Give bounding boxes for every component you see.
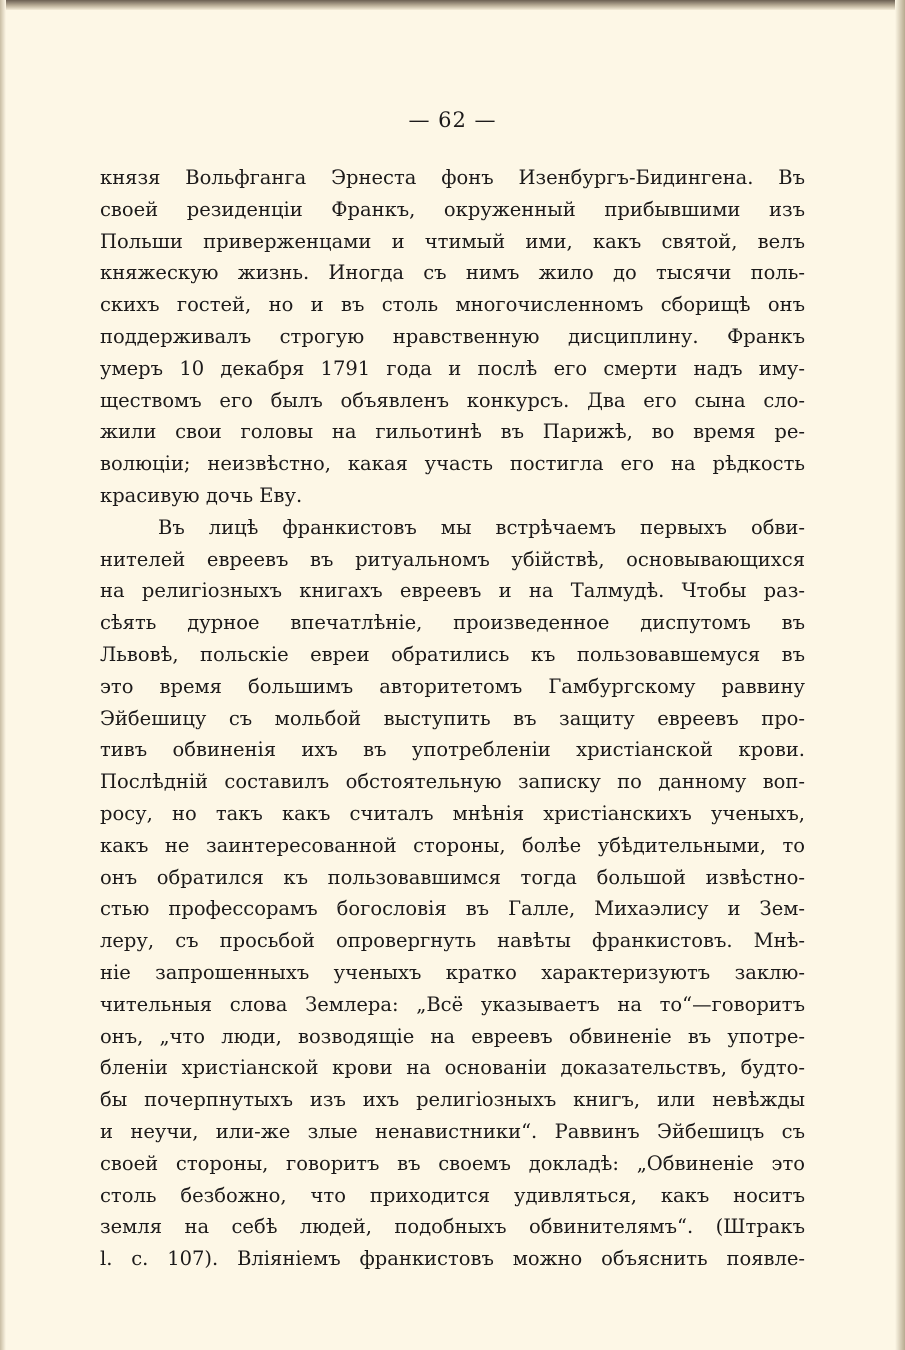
text-line: леру, съ просьбой опровергнуть навѣты франкистовъ. Мнѣ- [100,929,805,953]
text-line: Послѣднiй составилъ обстоятельную записку по данному воп- [100,770,805,794]
text-line: Польши приверженцами и чтимый ими, какъ святой, велъ [100,229,805,253]
text-line: скихъ гостей, но и въ столь многочисленномъ сборищѣ онъ [100,293,805,317]
text-line: своей резиденцiи Франкъ, окруженный прибывшими изъ [100,197,805,221]
text-line: стью профессорамъ богословiя въ Галле, Михаэлису и Зем- [100,897,805,921]
text-line: нiе запрошенныхъ ученыхъ кратко характеризуютъ заклю- [100,960,805,984]
text-line: онъ обратился къ пользовавшимся тогда большой извѣстно- [100,865,805,889]
text-line: столь безбожно, что приходится удивляться, какъ носитъ [100,1183,805,1207]
text-line: князя Вольфганга Эрнеста фонъ Изенбургъ-Бидингена. Въ [100,166,805,189]
text-line: волюцiи; неизвѣстно, какая участь постигла его на рѣдкость [100,452,805,476]
text-line: тивъ обвиненiя ихъ въ употребленiи христiанской крови. [100,738,805,762]
text-line: и неучи, или-же злые ненавистники“. Раввинъ Эйбешицъ съ [100,1119,805,1143]
text-line: нителей евреевъ въ ритуальномъ убiйствѣ, основывающихся [100,547,805,571]
text-line: жили свои головы на гильотинѣ въ Парижѣ, во время ре- [100,420,805,444]
text-line: Эйбешицу съ мольбой выступить въ защиту евреевъ про- [100,706,805,730]
text-line: умеръ 10 декабря 1791 года и послѣ его смерти надъ иму- [100,356,805,380]
text-line: онъ, „что люди, возводящiе на евреевъ обвиненiе въ употре- [100,1024,805,1048]
paragraph [100,512,805,1275]
text-line: какъ не заинтересованной стороны, болѣе убѣдительными, то [100,833,805,857]
page-top-edge [0,0,905,10]
text-line: своей стороны, говоритъ въ своемъ докладѣ: „Обвиненiе это [100,1151,805,1175]
text-line: на религiозныхъ книгахъ евреевъ и на Талмудѣ. Чтобы раз- [100,579,805,603]
body-text [100,162,805,1275]
text-line: поддерживалъ строгую нравственную дисциплину. Франкъ [100,324,805,348]
page-right-edge [895,0,905,1350]
text-line: бы почерпнутыхъ изъ ихъ религiозныхъ книгъ, или невѣжды [100,1088,805,1112]
text-line: росу, но такъ какъ считалъ мнѣнiя христiанскихъ ученыхъ, [100,801,805,825]
text-line: бленiи христiанской крови на основанiи доказательствъ, будто- [100,1056,805,1080]
page-number: — 62 — [408,108,497,132]
text-line: ществомъ его былъ объявленъ конкурсъ. Два его сына сло- [100,388,805,412]
text-line: земля на себѣ людей, подобныхъ обвинителямъ“. (Штракъ [100,1215,805,1239]
text-line: чительныя слова Землера: „Всё указываетъ на то“—говоритъ [100,992,805,1016]
text-line: красивую дочь Еву. [100,483,303,507]
text-line: Львовѣ, польскiе евреи обратились къ пользовавшемуся въ [100,642,805,666]
page-left-edge [0,0,6,1350]
text-line: l. c. 107). Влiянiемъ франкистовъ можно объяснить появле- [100,1247,805,1271]
text-line: это время большимъ авторитетомъ Гамбургскому раввину [100,674,805,698]
text-line: сѣять дурное впечатлѣнiе, произведенное диспутомъ въ [100,611,805,635]
text-line: Въ лицѣ франкистовъ мы встрѣчаемъ первыхъ обви- [158,515,805,539]
paragraph [100,162,805,512]
text-line: княжескую жизнь. Иногда съ нимъ жило до тысячи поль- [100,261,805,285]
